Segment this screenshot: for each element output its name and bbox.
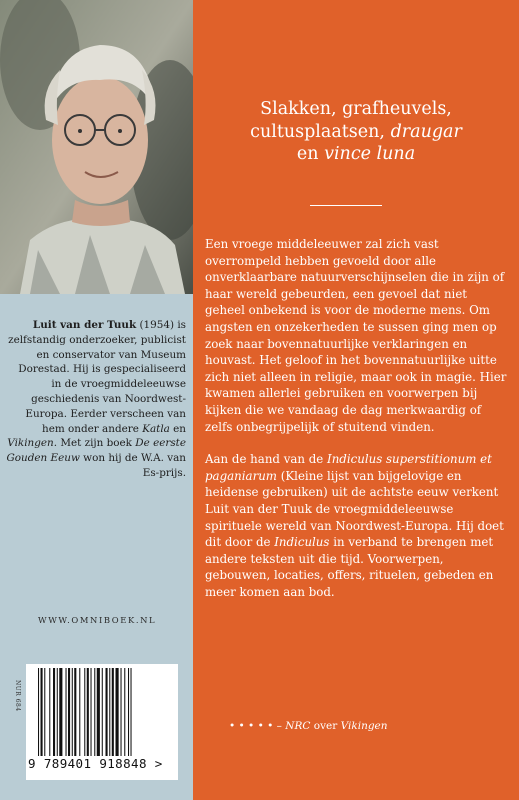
review-book: Vikingen xyxy=(340,720,388,732)
review-over: over xyxy=(313,720,338,732)
barcode-bar xyxy=(109,668,110,756)
headline-line-3-text: en xyxy=(296,144,319,164)
blurb-paragraph-2 xyxy=(205,451,510,600)
bio-book-1: Katla xyxy=(142,422,170,435)
publisher-website: WWW.OMNIBOEK.NL xyxy=(38,615,157,625)
barcode-bar xyxy=(44,668,45,756)
author-year: (1954) xyxy=(139,319,175,331)
headline-line-3 xyxy=(193,143,519,166)
barcode-bar xyxy=(94,668,95,756)
barcode-bar xyxy=(87,668,89,756)
headline-line-1: Slakken, grafheuvels, xyxy=(260,99,452,119)
barcode-bar xyxy=(112,668,114,756)
barcode-bar xyxy=(91,668,92,756)
divider-rule xyxy=(310,205,382,206)
review-stars: • • • • • xyxy=(229,720,274,732)
isbn-digits: 9 789401 918848 > xyxy=(28,756,163,771)
right-panel xyxy=(193,0,519,800)
barcode-bar xyxy=(116,668,119,756)
barcode-bar xyxy=(41,668,43,756)
author-photo xyxy=(0,0,193,294)
bio-text-3: won hij de W.A. van Es-prijs. xyxy=(83,452,186,479)
barcode-bar xyxy=(121,668,122,756)
bio-and: en xyxy=(173,422,186,435)
barcode-bar xyxy=(59,668,62,756)
barcode-bar xyxy=(38,668,39,756)
review-quote xyxy=(229,720,388,732)
headline-line-2 xyxy=(193,121,519,144)
barcode-bar xyxy=(79,668,80,756)
bio-book-3: De eerste Gouden Eeuw xyxy=(6,437,186,465)
blurb xyxy=(205,236,510,600)
bio-text-2: Met zijn boek xyxy=(60,437,132,450)
review-source: NRC xyxy=(285,720,311,732)
headline-line-2-text: cultusplaatsen, xyxy=(250,121,385,142)
barcode-bar xyxy=(57,668,58,756)
p2-pre: Aan de hand van de xyxy=(205,452,324,467)
p2-indiculus: Indiculus xyxy=(274,535,330,550)
review-dash: – xyxy=(276,720,282,732)
blurb-paragraph-1: Een vroege middeleeuwer zal zich vast overrompeld hebben gevoeld door alle onverklaarbare natuurverschijnselen die in zijn of haar wereld gebeurden, een gevoel dat niet geheel onbekend is voor de moderne mens. Om angsten en onzekerheden te sussen ging men op zoek naar bovennatuurlijke verklaringen en houvast. Het geloof in het bovennatuurlijke uitte zich niet alleen in religie, maar ook in magie. Hier kwamen allerlei gebruiken en voorwerpen bij kijken die we vandaag de dag merkwaardig of zelfs onbegrijpelijk of stuitend vinden. xyxy=(205,237,507,434)
barcode-bar xyxy=(84,668,85,756)
barcode-bar xyxy=(72,668,73,756)
barcode-bar xyxy=(66,668,67,756)
bio-text-1: is zelfstandig onderzoeker, publicist en conservator van Museum Dorestad. Hij is gespecialiseerd in de vroegmiddeleeuwse geschiedenis van Noordwest-Europa. Eerder verscheen van hem onder andere xyxy=(8,319,186,435)
barcode-bar xyxy=(124,668,125,756)
p2-post: in verband te brengen met andere teksten uit die tijd. Voorwerpen, gebouwen, locaties, offers, rituelen, gebeden en meer komen aan bod. xyxy=(205,535,494,599)
left-panel xyxy=(0,0,193,800)
barcode-bars xyxy=(38,668,168,756)
author-bio xyxy=(6,318,186,481)
headline xyxy=(193,98,519,166)
barcode-bar xyxy=(128,668,129,756)
p2-title: Indiculus superstitionum et paganiarum xyxy=(205,452,492,483)
barcode-bar xyxy=(49,668,50,756)
barcode-bar xyxy=(74,668,76,756)
headline-draugar: draugar xyxy=(390,121,462,142)
headline-vince-luna: vince luna xyxy=(324,144,416,164)
barcode-bar xyxy=(68,668,70,756)
barcode-bar xyxy=(131,668,132,756)
barcode-bar xyxy=(97,668,100,756)
isbn-barcode xyxy=(26,664,178,780)
barcode-bar xyxy=(53,668,55,756)
barcode-bar xyxy=(106,668,108,756)
nur-code: NUR 684 xyxy=(14,680,21,712)
barcode-bar xyxy=(102,668,103,756)
bio-book-2: Vikingen. xyxy=(7,437,58,450)
author-name: Luit van der Tuuk xyxy=(32,319,137,331)
p2-mid: (Kleine lijst van bijgelovige en heidense gebruiken) uit de achtste eeuw verkent Luit van der Tuuk de vroegmiddeleeuwse spirituele wereld van Noordwest-Europa. Hij doet dit door de xyxy=(205,468,504,550)
